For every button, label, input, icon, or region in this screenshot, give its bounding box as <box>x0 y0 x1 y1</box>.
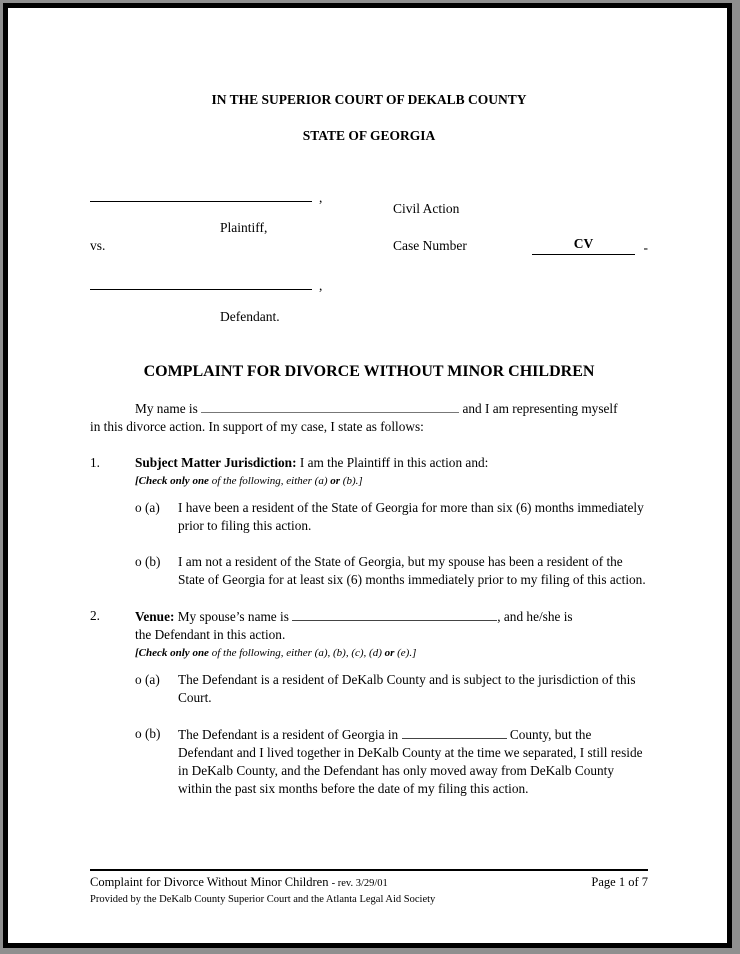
intro-line1 <box>90 399 648 418</box>
choice-1b-text: I am not a resident of the State of Georgia, but my spouse has been a resident of the State of Georgia for at least six (6) months immediately prior to my filing of this action. <box>178 554 646 587</box>
check-instruction <box>135 474 648 489</box>
section-heading-rest: I am the Plaintiff in this action and: <box>299 455 489 470</box>
choice-1a-marker <box>135 499 178 535</box>
check-instruction <box>135 646 648 661</box>
case-number-row <box>393 238 648 258</box>
my-name-blank[interactable] <box>201 399 459 413</box>
county-blank[interactable] <box>402 725 507 739</box>
defendant-name-blank[interactable] <box>90 276 312 290</box>
instruction-part: (b).] <box>340 475 363 487</box>
document-page <box>8 8 727 943</box>
case-number-dash: - <box>643 240 648 255</box>
instruction-part: of the following, either (a) <box>208 475 331 487</box>
venue-line2: the Defendant in this action. <box>135 627 286 642</box>
choice-2a-marker <box>135 671 178 707</box>
plaintiff-label: Plaintiff, <box>220 220 268 235</box>
footer-title-group <box>90 875 388 891</box>
section-number: 2. <box>90 608 100 623</box>
checkbox-2a[interactable]: o <box>135 672 142 687</box>
choice-1a-label: (a) <box>144 500 160 515</box>
footer-doc-title: Complaint for Divorce Without Minor Children <box>90 875 329 889</box>
checkbox-2b[interactable]: o <box>135 726 142 741</box>
choice-2b <box>135 725 648 798</box>
defendant-comma: , <box>319 278 323 293</box>
section-body <box>135 607 648 798</box>
checkbox-1b[interactable]: o <box>135 554 142 569</box>
section-heading <box>135 607 648 626</box>
document-content <box>90 8 648 798</box>
choice-2b-text-after: County, but the Defendant and I lived together in DeKalb County at the time we separated, I still reside in DeKalb County, and the Defendant has only moved away from DeKalb County within the past six months before the date of my filing this action. <box>178 727 643 796</box>
instruction-part: [Check only one <box>135 647 209 659</box>
footer-row1 <box>90 875 648 891</box>
instruction-part: or <box>330 475 341 487</box>
instruction-part: of the following, either (a), (b), (c), (d) <box>208 647 385 659</box>
spouse-name-blank[interactable] <box>292 607 497 621</box>
choice-2a <box>135 671 648 707</box>
footer-provided-by: Provided by the DeKalb County Superior Court and the Atlanta Legal Aid Society <box>90 894 436 905</box>
section-heading-bold: Subject Matter Jurisdiction: <box>135 455 297 470</box>
checkbox-1a[interactable]: o <box>135 500 142 515</box>
defendant-label: Defendant. <box>220 309 280 324</box>
choice-1a <box>135 499 648 535</box>
plaintiff-name-row <box>90 188 322 206</box>
intro-text-after: and I am representing myself <box>462 401 618 416</box>
section-jurisdiction <box>90 454 648 589</box>
choice-2a-text: The Defendant is a resident of DeKalb County and is subject to the jurisdiction of this Court. <box>178 672 636 705</box>
intro-paragraph <box>90 399 648 436</box>
section-number: 1. <box>90 455 100 470</box>
case-number-label: Case Number <box>393 238 467 253</box>
section-heading <box>135 454 648 472</box>
section-body <box>135 454 648 589</box>
defendant-name-row <box>90 276 322 294</box>
document-title: COMPLAINT FOR DIVORCE WITHOUT MINOR CHILDREN <box>143 363 595 380</box>
venue-text-before: My spouse’s name is <box>177 609 289 624</box>
civil-action-label: Civil Action <box>393 201 460 216</box>
footer-revision: - rev. 3/29/01 <box>331 878 388 889</box>
plaintiff-comma: , <box>319 190 323 205</box>
court-header: IN THE SUPERIOR COURT OF DEKALB COUNTY <box>211 92 527 107</box>
intro-text-before: My name is <box>135 401 198 416</box>
choice-2b-text-before: The Defendant is a resident of Georgia in <box>178 727 399 742</box>
section-venue <box>90 607 648 798</box>
choice-2a-label: (a) <box>144 672 160 687</box>
state-header: STATE OF GEORGIA <box>302 128 436 143</box>
choice-2b-text <box>178 725 648 798</box>
choice-2b-label: (b) <box>144 726 161 741</box>
choice-2b-marker <box>135 725 178 798</box>
choice-1a-text: I have been a resident of the State of Georgia for more than six (6) months immediately prior to filing this action. <box>178 500 644 533</box>
venue-text-after: , and he/she is <box>497 609 573 624</box>
section-heading-bold: Venue: <box>135 609 175 624</box>
choice-1b <box>135 553 648 589</box>
choice-1b-marker <box>135 553 178 589</box>
page-footer <box>90 869 648 906</box>
instruction-part: [Check only one <box>135 475 209 487</box>
vs-label: vs. <box>90 238 106 253</box>
intro-line2: in this divorce action. In support of my case, I state as follows: <box>90 419 424 434</box>
instruction-part: (e).] <box>394 647 417 659</box>
choice-1b-label: (b) <box>144 554 161 569</box>
plaintiff-name-blank[interactable] <box>90 188 312 202</box>
footer-page-info: Page 1 of 7 <box>591 875 648 889</box>
instruction-part: or <box>384 647 395 659</box>
case-number-blank[interactable]: CV <box>532 236 635 255</box>
case-caption-block <box>90 184 648 334</box>
